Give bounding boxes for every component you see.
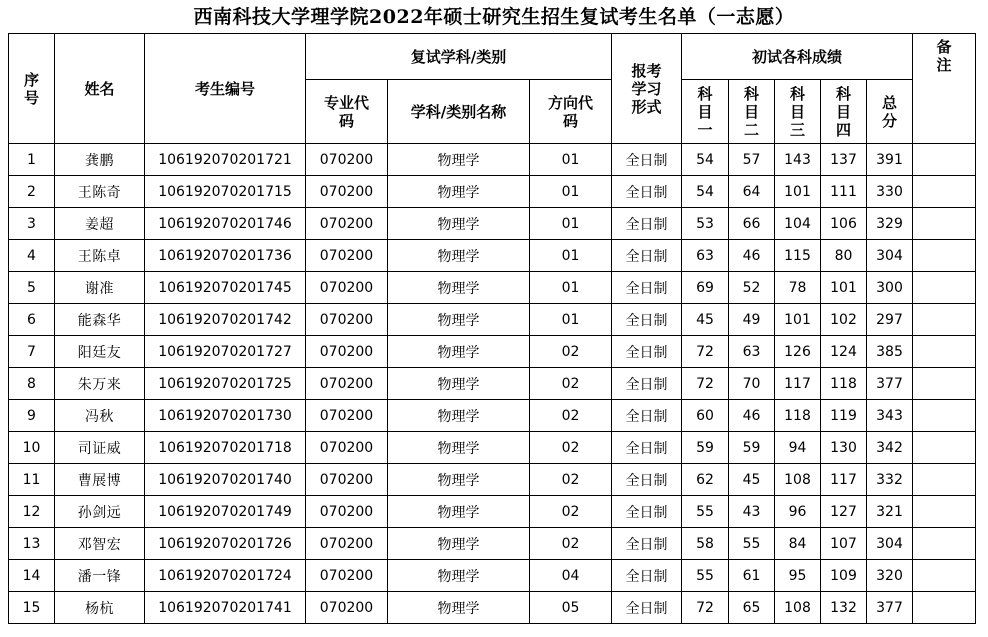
cell-remark bbox=[913, 208, 976, 240]
cell-direction-code: 04 bbox=[530, 560, 612, 592]
table-row bbox=[9, 336, 976, 368]
cell-subject-4: 101 bbox=[821, 272, 867, 304]
table-row bbox=[9, 464, 976, 496]
cell-exam-id: 106192070201730 bbox=[145, 400, 306, 432]
cell-subject-4: 132 bbox=[821, 592, 867, 624]
cell-name: 冯秋 bbox=[55, 400, 145, 432]
table-row bbox=[9, 240, 976, 272]
cell-name: 龚鹏 bbox=[55, 144, 145, 176]
cell-subject-3: 96 bbox=[775, 496, 821, 528]
cell-total: 342 bbox=[867, 432, 913, 464]
cell-total: 377 bbox=[867, 592, 913, 624]
cell-subject-name: 物理学 bbox=[388, 432, 530, 464]
cell-subject-name: 物理学 bbox=[388, 272, 530, 304]
table-row bbox=[9, 304, 976, 336]
cell-subject-2: 43 bbox=[729, 496, 775, 528]
cell-subject-3: 143 bbox=[775, 144, 821, 176]
cell-total: 304 bbox=[867, 240, 913, 272]
cell-subject-name: 物理学 bbox=[388, 592, 530, 624]
cell-subject-4: 107 bbox=[821, 528, 867, 560]
cell-study-mode: 全日制 bbox=[612, 208, 682, 240]
cell-name: 杨杭 bbox=[55, 592, 145, 624]
cell-direction-code: 02 bbox=[530, 496, 612, 528]
cell-study-mode: 全日制 bbox=[612, 176, 682, 208]
cell-subject-2: 55 bbox=[729, 528, 775, 560]
cell-study-mode: 全日制 bbox=[612, 528, 682, 560]
cell-subject-2: 64 bbox=[729, 176, 775, 208]
header-subject-4: 科目四 bbox=[821, 80, 867, 144]
cell-subject-4: 109 bbox=[821, 560, 867, 592]
cell-major-code: 070200 bbox=[306, 144, 388, 176]
cell-remark bbox=[913, 464, 976, 496]
cell-subject-2: 66 bbox=[729, 208, 775, 240]
cell-subject-3: 84 bbox=[775, 528, 821, 560]
cell-subject-1: 63 bbox=[682, 240, 729, 272]
cell-major-code: 070200 bbox=[306, 208, 388, 240]
cell-remark bbox=[913, 592, 976, 624]
cell-subject-3: 101 bbox=[775, 304, 821, 336]
cell-direction-code: 01 bbox=[530, 208, 612, 240]
cell-name: 阳廷友 bbox=[55, 336, 145, 368]
cell-major-code: 070200 bbox=[306, 528, 388, 560]
header-total: 总分 bbox=[867, 80, 913, 144]
cell-subject-1: 72 bbox=[682, 368, 729, 400]
cell-remark bbox=[913, 272, 976, 304]
cell-remark bbox=[913, 240, 976, 272]
cell-name: 曹展博 bbox=[55, 464, 145, 496]
cell-name: 王陈奇 bbox=[55, 176, 145, 208]
table-body bbox=[9, 144, 976, 624]
cell-subject-1: 54 bbox=[682, 144, 729, 176]
cell-direction-code: 02 bbox=[530, 368, 612, 400]
header-subject-1: 科目一 bbox=[682, 80, 729, 144]
cell-subject-1: 53 bbox=[682, 208, 729, 240]
cell-study-mode: 全日制 bbox=[612, 272, 682, 304]
header-subject-name: 学科/类别名称 bbox=[388, 80, 530, 144]
cell-total: 391 bbox=[867, 144, 913, 176]
cell-study-mode: 全日制 bbox=[612, 304, 682, 336]
cell-subject-4: 119 bbox=[821, 400, 867, 432]
cell-name: 孙剑远 bbox=[55, 496, 145, 528]
cell-study-mode: 全日制 bbox=[612, 400, 682, 432]
cell-study-mode: 全日制 bbox=[612, 560, 682, 592]
cell-subject-2: 59 bbox=[729, 432, 775, 464]
cell-subject-1: 60 bbox=[682, 400, 729, 432]
cell-subject-3: 101 bbox=[775, 176, 821, 208]
cell-major-code: 070200 bbox=[306, 496, 388, 528]
cell-total: 300 bbox=[867, 272, 913, 304]
cell-study-mode: 全日制 bbox=[612, 336, 682, 368]
cell-name: 朱万来 bbox=[55, 368, 145, 400]
cell-direction-code: 01 bbox=[530, 240, 612, 272]
cell-subject-4: 124 bbox=[821, 336, 867, 368]
cell-study-mode: 全日制 bbox=[612, 496, 682, 528]
table-row bbox=[9, 368, 976, 400]
cell-name: 能森华 bbox=[55, 304, 145, 336]
cell-subject-3: 118 bbox=[775, 400, 821, 432]
cell-exam-id: 106192070201725 bbox=[145, 368, 306, 400]
cell-subject-3: 95 bbox=[775, 560, 821, 592]
cell-major-code: 070200 bbox=[306, 368, 388, 400]
cell-subject-1: 45 bbox=[682, 304, 729, 336]
cell-subject-4: 137 bbox=[821, 144, 867, 176]
cell-subject-3: 126 bbox=[775, 336, 821, 368]
cell-name: 潘一锋 bbox=[55, 560, 145, 592]
cell-major-code: 070200 bbox=[306, 560, 388, 592]
cell-remark bbox=[913, 432, 976, 464]
cell-seq: 9 bbox=[9, 400, 55, 432]
cell-total: 330 bbox=[867, 176, 913, 208]
cell-name: 王陈卓 bbox=[55, 240, 145, 272]
cell-subject-name: 物理学 bbox=[388, 368, 530, 400]
cell-subject-3: 94 bbox=[775, 432, 821, 464]
cell-remark bbox=[913, 400, 976, 432]
table-row bbox=[9, 144, 976, 176]
header-exam-id: 考生编号 bbox=[145, 34, 306, 144]
cell-exam-id: 106192070201715 bbox=[145, 176, 306, 208]
cell-name: 姜超 bbox=[55, 208, 145, 240]
cell-remark bbox=[913, 496, 976, 528]
cell-major-code: 070200 bbox=[306, 336, 388, 368]
cell-subject-1: 69 bbox=[682, 272, 729, 304]
table-row bbox=[9, 432, 976, 464]
cell-major-code: 070200 bbox=[306, 304, 388, 336]
header-study-mode: 报考学习形式 bbox=[612, 34, 682, 144]
cell-seq: 11 bbox=[9, 464, 55, 496]
table-row bbox=[9, 176, 976, 208]
cell-major-code: 070200 bbox=[306, 240, 388, 272]
cell-direction-code: 02 bbox=[530, 464, 612, 496]
cell-exam-id: 106192070201726 bbox=[145, 528, 306, 560]
cell-exam-id: 106192070201736 bbox=[145, 240, 306, 272]
cell-direction-code: 01 bbox=[530, 144, 612, 176]
cell-remark bbox=[913, 336, 976, 368]
cell-direction-code: 02 bbox=[530, 400, 612, 432]
cell-direction-code: 01 bbox=[530, 304, 612, 336]
cell-major-code: 070200 bbox=[306, 400, 388, 432]
cell-seq: 4 bbox=[9, 240, 55, 272]
cell-seq: 3 bbox=[9, 208, 55, 240]
table-row bbox=[9, 560, 976, 592]
cell-subject-3: 108 bbox=[775, 464, 821, 496]
cell-subject-2: 61 bbox=[729, 560, 775, 592]
cell-subject-1: 55 bbox=[682, 496, 729, 528]
cell-subject-1: 72 bbox=[682, 592, 729, 624]
cell-major-code: 070200 bbox=[306, 464, 388, 496]
cell-subject-name: 物理学 bbox=[388, 528, 530, 560]
cell-direction-code: 02 bbox=[530, 432, 612, 464]
cell-subject-4: 130 bbox=[821, 432, 867, 464]
cell-subject-1: 55 bbox=[682, 560, 729, 592]
cell-subject-4: 80 bbox=[821, 240, 867, 272]
cell-remark bbox=[913, 528, 976, 560]
cell-study-mode: 全日制 bbox=[612, 144, 682, 176]
cell-study-mode: 全日制 bbox=[612, 240, 682, 272]
cell-remark bbox=[913, 560, 976, 592]
cell-seq: 6 bbox=[9, 304, 55, 336]
cell-subject-4: 127 bbox=[821, 496, 867, 528]
cell-seq: 1 bbox=[9, 144, 55, 176]
cell-subject-2: 57 bbox=[729, 144, 775, 176]
cell-subject-4: 106 bbox=[821, 208, 867, 240]
cell-subject-name: 物理学 bbox=[388, 336, 530, 368]
cell-subject-name: 物理学 bbox=[388, 144, 530, 176]
cell-total: 377 bbox=[867, 368, 913, 400]
cell-direction-code: 02 bbox=[530, 528, 612, 560]
cell-subject-name: 物理学 bbox=[388, 400, 530, 432]
cell-major-code: 070200 bbox=[306, 272, 388, 304]
cell-subject-name: 物理学 bbox=[388, 240, 530, 272]
cell-seq: 12 bbox=[9, 496, 55, 528]
cell-direction-code: 01 bbox=[530, 176, 612, 208]
cell-subject-name: 物理学 bbox=[388, 304, 530, 336]
header-subject-3: 科目三 bbox=[775, 80, 821, 144]
cell-exam-id: 106192070201740 bbox=[145, 464, 306, 496]
header-seq: 序号 bbox=[9, 34, 55, 144]
cell-seq: 10 bbox=[9, 432, 55, 464]
cell-subject-2: 46 bbox=[729, 400, 775, 432]
header-remark: 备注 bbox=[913, 34, 976, 144]
header-subject-2: 科目二 bbox=[729, 80, 775, 144]
cell-subject-1: 62 bbox=[682, 464, 729, 496]
header-name: 姓名 bbox=[55, 34, 145, 144]
cell-seq: 14 bbox=[9, 560, 55, 592]
cell-subject-3: 117 bbox=[775, 368, 821, 400]
cell-exam-id: 106192070201721 bbox=[145, 144, 306, 176]
cell-seq: 7 bbox=[9, 336, 55, 368]
table-row bbox=[9, 208, 976, 240]
table-row bbox=[9, 528, 976, 560]
cell-total: 321 bbox=[867, 496, 913, 528]
cell-major-code: 070200 bbox=[306, 176, 388, 208]
candidate-table bbox=[8, 33, 976, 624]
cell-exam-id: 106192070201745 bbox=[145, 272, 306, 304]
cell-total: 297 bbox=[867, 304, 913, 336]
cell-study-mode: 全日制 bbox=[612, 464, 682, 496]
cell-subject-2: 49 bbox=[729, 304, 775, 336]
cell-study-mode: 全日制 bbox=[612, 592, 682, 624]
cell-subject-2: 52 bbox=[729, 272, 775, 304]
cell-total: 343 bbox=[867, 400, 913, 432]
table-row bbox=[9, 592, 976, 624]
cell-subject-4: 117 bbox=[821, 464, 867, 496]
cell-direction-code: 02 bbox=[530, 336, 612, 368]
cell-subject-4: 111 bbox=[821, 176, 867, 208]
cell-subject-3: 78 bbox=[775, 272, 821, 304]
cell-subject-4: 118 bbox=[821, 368, 867, 400]
cell-total: 332 bbox=[867, 464, 913, 496]
cell-remark bbox=[913, 368, 976, 400]
cell-subject-2: 45 bbox=[729, 464, 775, 496]
cell-subject-2: 70 bbox=[729, 368, 775, 400]
table-header bbox=[9, 34, 976, 144]
cell-subject-3: 104 bbox=[775, 208, 821, 240]
cell-name: 司证威 bbox=[55, 432, 145, 464]
cell-exam-id: 106192070201718 bbox=[145, 432, 306, 464]
cell-exam-id: 106192070201727 bbox=[145, 336, 306, 368]
cell-remark bbox=[913, 176, 976, 208]
cell-study-mode: 全日制 bbox=[612, 368, 682, 400]
cell-major-code: 070200 bbox=[306, 432, 388, 464]
table-row bbox=[9, 272, 976, 304]
cell-total: 320 bbox=[867, 560, 913, 592]
cell-exam-id: 106192070201741 bbox=[145, 592, 306, 624]
cell-subject-name: 物理学 bbox=[388, 208, 530, 240]
cell-exam-id: 106192070201746 bbox=[145, 208, 306, 240]
cell-major-code: 070200 bbox=[306, 592, 388, 624]
cell-direction-code: 05 bbox=[530, 592, 612, 624]
cell-remark bbox=[913, 304, 976, 336]
cell-seq: 5 bbox=[9, 272, 55, 304]
cell-seq: 8 bbox=[9, 368, 55, 400]
cell-seq: 15 bbox=[9, 592, 55, 624]
header-direction-code: 方向代码 bbox=[530, 80, 612, 144]
cell-name: 邓智宏 bbox=[55, 528, 145, 560]
cell-exam-id: 106192070201749 bbox=[145, 496, 306, 528]
cell-seq: 2 bbox=[9, 176, 55, 208]
cell-total: 304 bbox=[867, 528, 913, 560]
document-title: 西南科技大学理学院2022年硕士研究生招生复试考生名单（一志愿） bbox=[193, 6, 795, 28]
cell-direction-code: 01 bbox=[530, 272, 612, 304]
cell-total: 385 bbox=[867, 336, 913, 368]
cell-subject-2: 46 bbox=[729, 240, 775, 272]
cell-subject-3: 108 bbox=[775, 592, 821, 624]
cell-subject-name: 物理学 bbox=[388, 464, 530, 496]
table-row bbox=[9, 496, 976, 528]
cell-subject-name: 物理学 bbox=[388, 560, 530, 592]
cell-seq: 13 bbox=[9, 528, 55, 560]
cell-subject-2: 63 bbox=[729, 336, 775, 368]
table-row bbox=[9, 400, 976, 432]
cell-subject-2: 65 bbox=[729, 592, 775, 624]
header-subject-group: 复试学科/类别 bbox=[306, 34, 612, 80]
cell-subject-1: 58 bbox=[682, 528, 729, 560]
cell-subject-4: 102 bbox=[821, 304, 867, 336]
cell-subject-1: 72 bbox=[682, 336, 729, 368]
cell-exam-id: 106192070201742 bbox=[145, 304, 306, 336]
cell-exam-id: 106192070201724 bbox=[145, 560, 306, 592]
cell-name: 谢准 bbox=[55, 272, 145, 304]
header-major-code: 专业代码 bbox=[306, 80, 388, 144]
cell-subject-name: 物理学 bbox=[388, 496, 530, 528]
cell-subject-1: 54 bbox=[682, 176, 729, 208]
cell-subject-1: 59 bbox=[682, 432, 729, 464]
cell-subject-name: 物理学 bbox=[388, 176, 530, 208]
cell-total: 329 bbox=[867, 208, 913, 240]
cell-subject-3: 115 bbox=[775, 240, 821, 272]
cell-study-mode: 全日制 bbox=[612, 432, 682, 464]
cell-remark bbox=[913, 144, 976, 176]
header-scores-group: 初试各科成绩 bbox=[682, 34, 913, 80]
